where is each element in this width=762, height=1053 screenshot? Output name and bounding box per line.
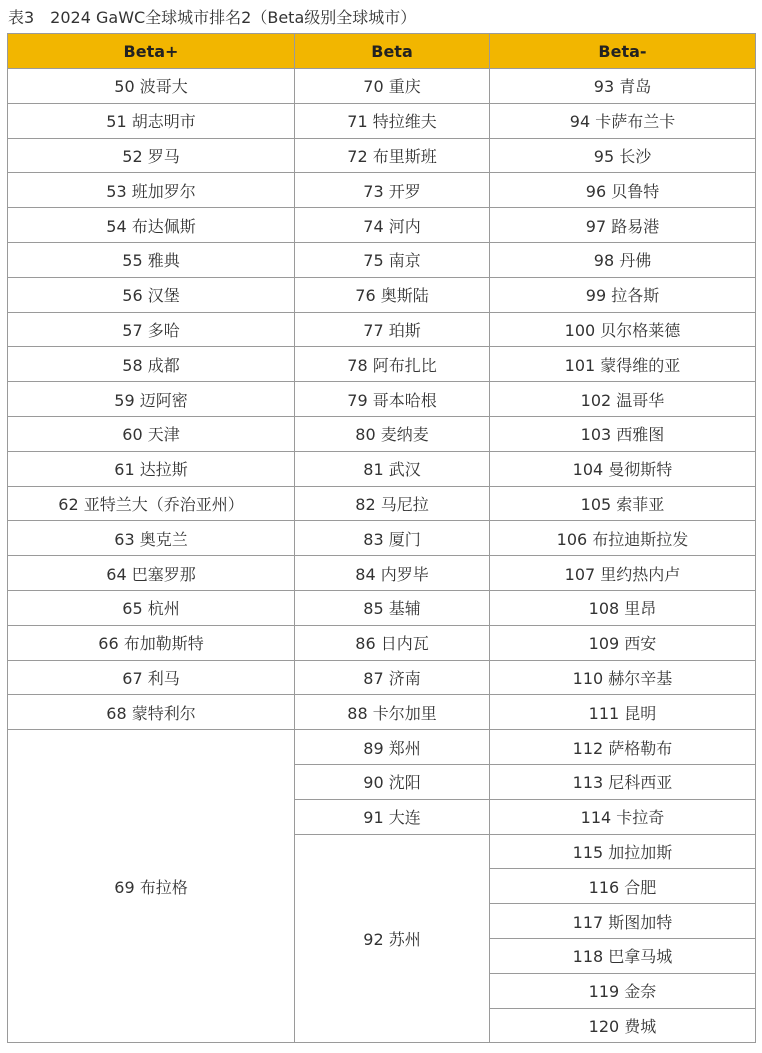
cell-beta-plus: 67 利马 [8,660,295,695]
cell-beta: 80 麦纳麦 [295,416,490,451]
cell-beta-plus: 69 布拉格 [8,730,295,1043]
cell-beta: 81 武汉 [295,451,490,486]
cell-beta-plus: 68 蒙特利尔 [8,695,295,730]
table-row [8,138,756,173]
cell-beta-minus: 111 昆明 [490,695,756,730]
table-row [8,590,756,625]
cell-beta-minus: 98 丹佛 [490,242,756,277]
cell-beta-minus: 114 卡拉奇 [490,799,756,834]
cell-beta-minus: 109 西安 [490,625,756,660]
table-row [8,451,756,486]
cell-beta: 75 南京 [295,242,490,277]
table-row [8,382,756,417]
cell-beta: 82 马尼拉 [295,486,490,521]
cell-beta-minus: 118 巴拿马城 [490,938,756,973]
cell-beta-minus: 103 西雅图 [490,416,756,451]
cell-beta-plus: 64 巴塞罗那 [8,556,295,591]
table-row [8,69,756,104]
cell-beta-minus: 119 金奈 [490,973,756,1008]
cell-beta: 76 奥斯陆 [295,277,490,312]
cell-beta-minus: 96 贝鲁特 [490,173,756,208]
table-row [8,486,756,521]
table-body [8,69,756,1043]
cell-beta-minus: 100 贝尔格莱德 [490,312,756,347]
table-row [8,312,756,347]
cell-beta-minus: 94 卡萨布兰卡 [490,103,756,138]
cell-beta-plus: 63 奥克兰 [8,521,295,556]
cell-beta-plus: 60 天津 [8,416,295,451]
table-row [8,730,756,765]
table-row [8,208,756,243]
cell-beta: 85 基辅 [295,590,490,625]
cell-beta-minus: 112 萨格勒布 [490,730,756,765]
cell-beta: 70 重庆 [295,69,490,104]
cell-beta-plus: 56 汉堡 [8,277,295,312]
cell-beta: 74 河内 [295,208,490,243]
cell-beta: 73 开罗 [295,173,490,208]
cell-beta-plus: 50 波哥大 [8,69,295,104]
cell-beta: 86 日内瓦 [295,625,490,660]
table-row [8,277,756,312]
cell-beta-minus: 106 布拉迪斯拉发 [490,521,756,556]
cell-beta: 77 珀斯 [295,312,490,347]
cell-beta-minus: 93 青岛 [490,69,756,104]
cell-beta-minus: 108 里昂 [490,590,756,625]
cell-beta-minus: 104 曼彻斯特 [490,451,756,486]
table-row [8,347,756,382]
cell-beta: 92 苏州 [295,834,490,1043]
cell-beta-minus: 95 长沙 [490,138,756,173]
cell-beta: 88 卡尔加里 [295,695,490,730]
table-row [8,103,756,138]
table-row [8,242,756,277]
cell-beta: 91 大连 [295,799,490,834]
cell-beta: 89 郑州 [295,730,490,765]
cell-beta-plus: 62 亚特兰大（乔治亚州） [8,486,295,521]
cell-beta-minus: 102 温哥华 [490,382,756,417]
cell-beta-plus: 54 布达佩斯 [8,208,295,243]
table-caption: 表3 2024 GaWC全球城市排名2（Beta级别全球城市） [8,8,417,27]
cell-beta-minus: 117 斯图加特 [490,904,756,939]
cell-beta-plus: 55 雅典 [8,242,295,277]
table-row [8,556,756,591]
cell-beta-minus: 107 里约热内卢 [490,556,756,591]
cell-beta-plus: 53 班加罗尔 [8,173,295,208]
cell-beta-minus: 97 路易港 [490,208,756,243]
cell-beta: 84 内罗毕 [295,556,490,591]
table-row [8,521,756,556]
cell-beta-minus: 116 合肥 [490,869,756,904]
table-row [8,173,756,208]
cell-beta-plus: 52 罗马 [8,138,295,173]
cell-beta-minus: 101 蒙得维的亚 [490,347,756,382]
cell-beta-minus: 99 拉各斯 [490,277,756,312]
table-row [8,625,756,660]
table-row [8,695,756,730]
header-beta: Beta [295,34,490,69]
cell-beta-minus: 110 赫尔辛基 [490,660,756,695]
cell-beta: 90 沈阳 [295,764,490,799]
header-beta-plus: Beta+ [8,34,295,69]
cell-beta-plus: 59 迈阿密 [8,382,295,417]
cell-beta-plus: 65 杭州 [8,590,295,625]
cell-beta-plus: 66 布加勒斯特 [8,625,295,660]
cell-beta-plus: 61 达拉斯 [8,451,295,486]
cell-beta-plus: 57 多哈 [8,312,295,347]
cell-beta: 71 特拉维夫 [295,103,490,138]
cell-beta: 83 厦门 [295,521,490,556]
cell-beta: 78 阿布扎比 [295,347,490,382]
table-row [8,660,756,695]
gawc-beta-table [7,33,756,1043]
cell-beta: 72 布里斯班 [295,138,490,173]
cell-beta: 87 济南 [295,660,490,695]
cell-beta-minus: 105 索菲亚 [490,486,756,521]
cell-beta-plus: 51 胡志明市 [8,103,295,138]
cell-beta-minus: 113 尼科西亚 [490,764,756,799]
cell-beta-minus: 115 加拉加斯 [490,834,756,869]
header-row [8,34,756,69]
header-beta-minus: Beta- [490,34,756,69]
cell-beta: 79 哥本哈根 [295,382,490,417]
cell-beta-minus: 120 费城 [490,1008,756,1043]
cell-beta-plus: 58 成都 [8,347,295,382]
table-row [8,416,756,451]
